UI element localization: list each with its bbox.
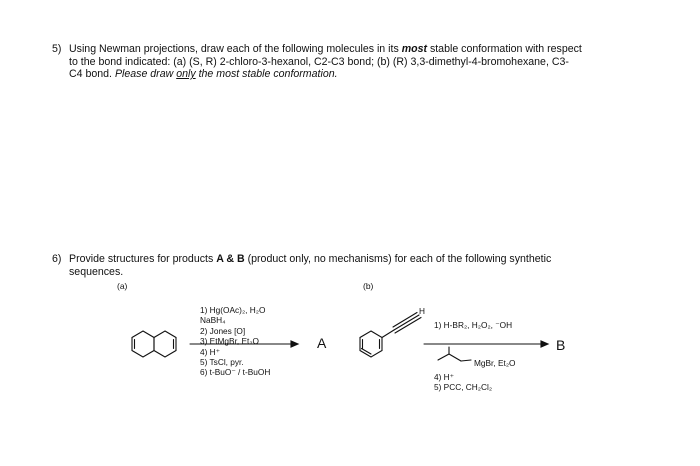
part-a-label: (a) bbox=[117, 281, 128, 291]
phenyl-alkyne-structure bbox=[360, 313, 421, 358]
q6-line1-text: Provide structures for products bbox=[69, 253, 217, 265]
part-a-step-3: 3) EtMgBr, Et₂O bbox=[200, 336, 260, 347]
part-a-step-1b: NaBH₄ bbox=[200, 315, 226, 326]
q5-instruction: Please draw bbox=[114, 68, 177, 81]
part-b-step-1: 1) H-BR₂, H₂O₂, ⁻OH bbox=[434, 320, 513, 330]
part-b-step-4: 4) H⁺ bbox=[434, 372, 455, 382]
q5-line1-text: Using Newman projections, draw each of the following molecules in its bbox=[69, 43, 402, 55]
bicyclic-diene-structure bbox=[132, 331, 176, 357]
q5-line3-text: C4 bond. bbox=[69, 68, 115, 81]
part-b-reagents-above bbox=[434, 320, 512, 330]
question-5-number: 5) bbox=[52, 43, 62, 55]
q5-instruction-end: the most stable conformation. bbox=[195, 68, 338, 81]
part-b-step-5: 5) PCC, CH₂Cl₂ bbox=[434, 382, 493, 393]
part-a-step-4: 4) H⁺ bbox=[200, 346, 221, 357]
q6-line2-text: sequences. bbox=[69, 265, 124, 278]
reaction-arrow-b bbox=[424, 341, 548, 347]
q5-instruction-underlined: only bbox=[176, 68, 196, 81]
q5-emphasis-most: most bbox=[401, 43, 427, 55]
alkyl-grignard-structure bbox=[438, 347, 471, 361]
q6-emphasis-products: A & B bbox=[216, 253, 245, 265]
part-b-grignard-reagent: MgBr, Et₂O bbox=[474, 358, 516, 368]
q5-line2-text: to the bond indicated: (a) (S, R) 2-chloro-3-hexanol, C2-C3 bond; (b) (R) 3,3-dimethyl-4-bromohexane, C3- bbox=[69, 55, 569, 68]
q5-line1-end: stable conformation with respect bbox=[427, 43, 582, 55]
question-6-number: 6) bbox=[52, 253, 62, 265]
part-b-reagents-below bbox=[434, 372, 492, 393]
part-a-step-5: 5) TsCl, pyr. bbox=[200, 357, 244, 368]
product-a: A bbox=[317, 335, 327, 351]
alkyne-hydrogen-label: H bbox=[419, 306, 425, 316]
q6-line1-end: (product only, no mechanisms) for each of the following synthetic bbox=[244, 253, 552, 265]
part-a-step-1: 1) Hg(OAc)₂, H₂O bbox=[200, 305, 266, 315]
part-b-label: (b) bbox=[363, 281, 374, 291]
part-a-step-6: 6) t-BuO⁻ / t-BuOH bbox=[200, 367, 271, 378]
product-b: B bbox=[556, 337, 566, 353]
part-a-step-2: 2) Jones [O] bbox=[200, 325, 246, 336]
part-a-reagents bbox=[200, 305, 270, 378]
